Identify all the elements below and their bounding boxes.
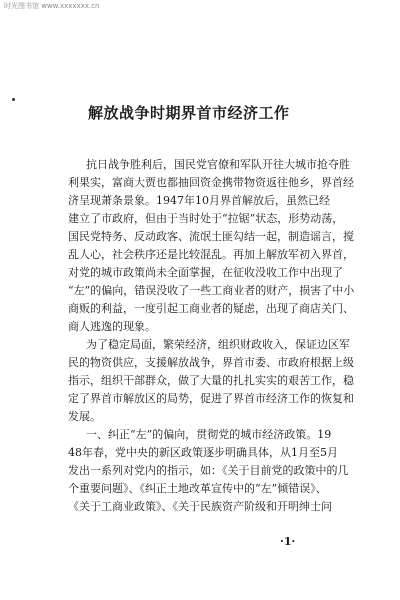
text-line: 乱人心，社会秩序还是比较混乱。再加上解放军初入界首， <box>68 248 354 261</box>
text-line: 指示，组织干部群众，做了大量的扎扎实实的艰苦工作，稳 <box>68 374 354 387</box>
text-line: “左”的偏向，错误没收了一些工商业者的财产，损害了中小 <box>68 284 355 297</box>
margin-dot <box>12 98 15 101</box>
text-line: 《关于工商业政策》、《关于民族资产阶级和开明绅士问 <box>68 500 332 513</box>
page-number: ·1· <box>280 535 296 548</box>
body-text <box>68 156 360 516</box>
text-line: 定了界首市解放区的局势，促进了界首市经济工作的恢复和 <box>68 392 354 405</box>
text-line: 发出一系列对党内的指示，如：《关于目前党的政策中的几 <box>68 464 349 477</box>
text-line: 国民党特务、反动政客、流氓土匪勾结一起，制造谣言，搅 <box>68 230 354 243</box>
text-line: 商人逃逸的现象。 <box>68 320 156 333</box>
text-line: 利果实，富商大贾也都抽回资金携带物资返往他乡，界首经 <box>68 176 354 189</box>
watermark: 时光图书馆 www.xxxxxxx.cn <box>4 2 100 10</box>
text-line: 个重要问题》、《纠正土地改革宣传中的“左”倾错误》、 <box>68 482 327 495</box>
text-line: 为了稳定局面，繁荣经济，组织财政收入，保证边区军 <box>86 338 350 351</box>
text-line: 发展。 <box>68 410 101 423</box>
text-line: 对党的城市政策尚未全面掌握，在征收没收工作中出现了 <box>68 266 343 279</box>
text-line: 商贩的利益，一度引起工商业者的疑虑，出现了商店关门、 <box>68 302 354 315</box>
text-line: 一、纠正“左”的偏向，贯彻党的城市经济政策。19 <box>86 428 332 441</box>
page-title: 解放战争时期界首市经济工作 <box>88 104 290 122</box>
text-line: 济呈现萧条景象。1947年10月界首解放后，虽然已经 <box>68 194 330 207</box>
text-line: 建立了市政府，但由于当时处于“拉锯”状态，形势动荡， <box>68 212 344 225</box>
text-line: 48年春，党中央的新区政策逐步明确具体，从1月至5月 <box>68 446 338 459</box>
text-line: 抗日战争胜利后，国民党官僚和军队开往大城市抢夺胜 <box>86 158 350 171</box>
text-line: 民的物资供应，支援解放战争，界首市委、市政府根据上级 <box>68 356 354 369</box>
